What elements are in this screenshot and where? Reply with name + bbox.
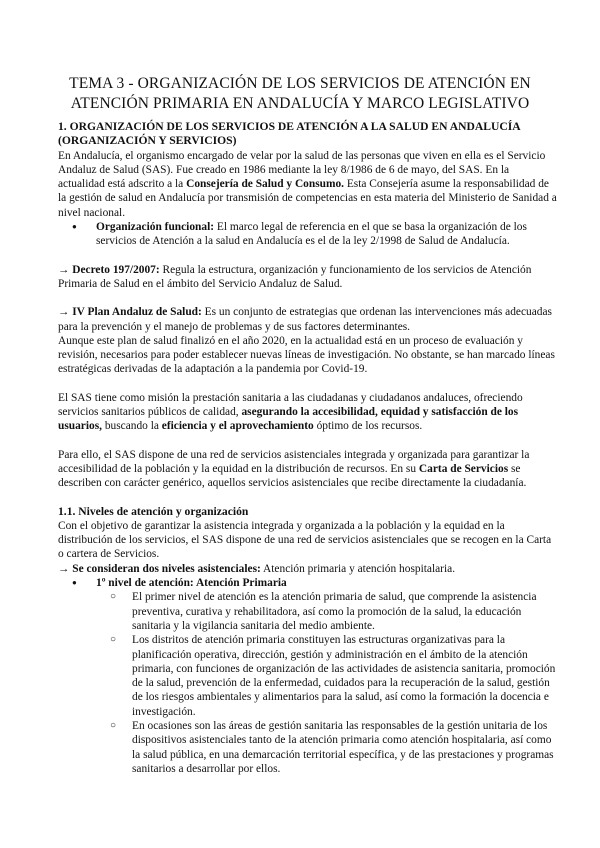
intro-bold-consejeria: Consejería de Salud y Consumo.: [186, 178, 344, 191]
decreto-label: → Decreto 197/2007:: [58, 263, 160, 276]
bullet-bold-label: Organización funcional:: [96, 221, 215, 234]
list-item: [96, 576, 558, 776]
intro-text-b: Esta Consejería asume la responsabilidad de la gestión de salud en Andalucía por transmisión de competencias en esta materia del Ministerio de Sanidad a nivel nacional.: [58, 178, 557, 219]
nivel-1-label: 1º nivel de atención: Atención Primaria: [96, 577, 287, 590]
bullet-text: El marco legal de referencia en el que se basa la organización de los servicios de Atención a la salud en Andalucía es el de la ley 2/1998 de Salud de Andalucía.: [96, 221, 527, 248]
mision-bold-2: eficiencia y el aprovechamiento: [161, 420, 314, 433]
red-text-a: Para ello, el SAS dispone de una red de servicios asistenciales integrada y organizada para garantizar la accesibilidad de la población y la equidad en la distribución de recursos. En su: [58, 448, 530, 475]
niveles-paragraph: [58, 562, 558, 576]
intro-paragraph: [58, 149, 558, 220]
red-paragraph: [58, 448, 558, 491]
niveles-label: → Se consideran dos niveles asistenciales:: [58, 562, 261, 575]
mision-text-c: óptimo de los recursos.: [313, 420, 423, 433]
mision-text-a: El SAS tiene como misión la prestación sanitaria a las ciudadanas y ciudadanos andaluces, ofreciendo servicios sanitarios públicos de calidad,: [58, 391, 523, 419]
nivel-1-sublist: [96, 590, 558, 776]
organizacion-list: [58, 220, 558, 249]
document-title: [40, 74, 560, 114]
niveles-list: [58, 576, 558, 776]
intro-text-a: En Andalucía, el organismo encargado de velar por la salud de las personas que viven en ella es el Servicio Andaluz de Salud (SAS). Fue creado en 1986 mediante la ley 8/1986 de 6 de mayo, del SAS. En la actualidad está adscrito a la: [58, 149, 546, 191]
plan-paragraph-2: Aunque este plan de salud finalizó en el año 2020, en la actualidad está en un proceso de evaluación y revisión, necesarios para poder establecer nuevas líneas de investigación. No obstante, se han marcado líneas estratégicas derivadas de la adaptación a la pandemia por Covid-19.: [58, 334, 555, 376]
mision-text-b: buscando la: [102, 420, 162, 433]
decreto-text: Regula la estructura, organización y funcionamiento de los servicios de Atención Primaria de Salud en el ámbito del Servicio Andaluz de Salud.: [58, 263, 532, 290]
red-text-b: se describen con carácter genérico, aquellos servicios asistenciales que recibe directamente la ciudadanía.: [58, 462, 527, 490]
list-item: [96, 220, 558, 249]
plan-paragraph: [58, 305, 558, 334]
mision-paragraph: [58, 391, 558, 434]
section-1-heading: 1. ORGANIZACIÓN DE LOS SERVICIOS DE ATENCIÓN A LA SALUD EN ANDALUCÍA (ORGANIZACIÓN Y SERVICIOS): [58, 120, 520, 148]
title-line-1: TEMA 3 - ORGANIZACIÓN DE LOS SERVICIOS DE ATENCIÓN EN: [69, 75, 531, 92]
niveles-text: Atención primaria y atención hospitalaria.: [260, 562, 456, 575]
decreto-paragraph: [58, 263, 558, 292]
title-line-2: ATENCIÓN PRIMARIA EN ANDALUCÍA Y MARCO LEGISLATIVO: [70, 95, 530, 112]
plan-text: Es un conjunto de estrategias que ordenan las intervenciones más adecuadas para la prevención y el manejo de problemas y de sus factores determinantes.: [58, 306, 552, 333]
section-1-1-heading: 1.1. Niveles de atención y organización: [58, 504, 249, 518]
document-body: [58, 120, 558, 776]
list-item: ○ Los distritos de atención primaria constituyen las estructuras organizativas para la planificación operativa, dirección, gestión y administración en el ámbito de la atención primaria, con funciones de organización de las actividades de asistencia sanitaria, promoción de la salud, prevención de la enfermedad, cuidados para la recuperación de la salud, gestión de los riesgos ambientales y alimentarios para la salud, así como la formación la docencia e investigación.: [132, 633, 558, 719]
section-1-1-intro: Con el objetivo de garantizar la asistencia integrada y organizada a la población y la equidad en la distribución de los servicios, el SAS dispone de una red de servicios asistenciales que se recogen en la Carta o cartera de Servicios.: [58, 519, 552, 561]
red-bold-carta: Carta de Servicios: [418, 462, 509, 475]
plan-label: → IV Plan Andaluz de Salud:: [58, 306, 202, 319]
list-item: ○ En ocasiones son las áreas de gestión sanitaria las responsables de la gestión unitaria de los dispositivos asistenciales tanto de la atención primaria como atención hospitalaria, así como la salud pública, en una demarcación territorial específica, y de las prestaciones y programas sanitarios a desarrollar por ellos.: [132, 719, 558, 776]
mision-bold-1: asegurando la accesibilidad, equidad y satisfacción de los usuarios,: [58, 406, 519, 433]
list-item: ○ El primer nivel de atención es la atención primaria de salud, que comprende la asistencia preventiva, curativa y rehabilitadora, así como la promoción de la salud, la educación sanitaria y la vigilancia sanitaria del medio ambiente.: [132, 590, 558, 633]
